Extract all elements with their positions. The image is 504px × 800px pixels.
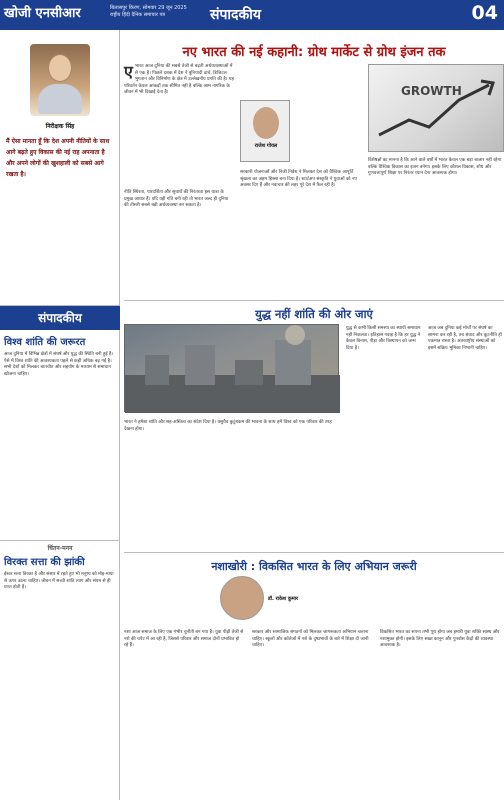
growth-image-label: GROWTH xyxy=(401,84,462,98)
author-quote: मैं ऐसा मानता हूँ कि देश अपनी नीतियों के साथ आगे बढ़ते हुए विकास की नई राह अपनाता है और अपने लोगों की खुशहाली को सबसे आगे रखता है। xyxy=(6,138,110,178)
lead-article-col2: सरकारी योजनाओं और निजी निवेश ने मिलकर देश को वैश्विक आपूर्ति श्रृंखला का अहम हिस्सा बना दिया है। स्टार्टअप संस्कृति ने युवाओं को नए अवसर दिए हैं और नवाचार की लहर पूरे देश में फैल रही है। xyxy=(240,170,358,188)
lead-article-col3: विशेषज्ञों का मानना है कि आने वाले वर्षों में भारत केवल एक बड़ा बाजार नहीं रहेगा बल्कि वैश्विक विकास का इंजन बनेगा। इसके लिए कौशल विकास, शोध और गुणवत्तापूर्ण शिक्षा पर निरंतर ध्यान देना आवश्यक होगा। xyxy=(368,158,502,176)
lead-author-box xyxy=(240,100,290,162)
city-skyline-icon xyxy=(125,325,340,413)
left-column xyxy=(0,30,120,800)
page-number: 04 xyxy=(471,2,498,24)
editorial-band: संपादकीय xyxy=(0,306,120,330)
lead-author-photo xyxy=(253,107,279,139)
lead-author-caption: राजेश गोयल xyxy=(254,143,278,149)
growth-image xyxy=(368,64,504,152)
war-image xyxy=(124,324,339,412)
editorial-article-1-body: आज दुनिया में विभिन्न क्षेत्रों में संघर्ष और युद्ध की स्थिति बनी हुई है। ऐसे में विश्व शांति की आवश्यकता पहले से कहीं अधिक बढ़ गई है। सभी देशों को मिलकर बातचीत और सहयोग के माध्यम से समाधान खोजना चाहिए। xyxy=(4,352,114,377)
nasha-author-photo xyxy=(220,576,264,620)
editorial-article-1 xyxy=(4,336,116,378)
nasha-author-caption: डॉ. राकेश कुमार xyxy=(268,596,299,602)
section-title: संपादकीय xyxy=(210,7,261,23)
lead-article-col4: नीति स्थिरता, पारदर्शिता और सुधारों की निरंतरता इस यात्रा के प्रमुख आधार हैं। यदि यही गति बनी रही तो भारत जल्द ही दुनिया की तीसरी सबसे बड़ी अर्थव्यवस्था बन सकता है। xyxy=(124,190,229,208)
war-headline: युद्ध नहीं शांति की ओर जाएं xyxy=(124,300,504,322)
page-header xyxy=(0,0,504,30)
war-article-col3: भारत ने हमेशा शांति और सह-अस्तित्व का संदेश दिया है। वसुधैव कुटुंबकम की भावना के साथ हमें विश्व को एक परिवार की तरह देखना होगा। xyxy=(124,420,332,432)
lead-article-col1-text: भारत आज दुनिया की सबसे तेजी से बढ़ती अर्थव्यवस्थाओं में से एक है। पिछले दशक में देश ने बुनियादी ढांचे, डिजिटल भुगतान और विनिर्माण के क्षेत्र में उल्लेखनीय प्रगति की है। यह परिवर्तन केवल आंकड़ों तक सीमित नहीं है बल्कि आम नागरिक के जीवन में भी दिखाई देता है। xyxy=(124,64,234,95)
author-photo-head xyxy=(48,54,72,82)
editorial-article-1-title: विश्व शांति की जरूरत xyxy=(4,337,86,348)
lead-headline: नए भारत की नई कहानी: ग्रोथ मार्केट से ग्रोथ इंजन तक xyxy=(182,45,446,60)
issue-meta xyxy=(110,5,187,19)
main-content xyxy=(124,30,504,800)
dropcap: ए xyxy=(124,62,133,81)
masthead: खोजी एनसीआर xyxy=(4,6,81,21)
issue-meta-line2: राष्ट्रीय हिंदी दैनिक समाचार पत्र xyxy=(110,12,166,18)
nasha-article-col2: सरकार और सामाजिक संगठनों को मिलकर जागरूकता अभियान चलाना चाहिए। स्कूलों और कॉलेजों में नशे के दुष्प्रभावों के बारे में शिक्षा दी जानी चाहिए। xyxy=(252,630,369,648)
war-article-col2: आज जब दुनिया कई मोर्चों पर संघर्ष का सामना कर रही है, तब संवाद और कूटनीति ही एकमात्र रास्ता है। अंतरराष्ट्रीय संस्थाओं को इसमें सक्रिय भूमिका निभानी चाहिए। xyxy=(428,326,502,351)
editorial-article-2-body: ईश्वर सत्ता विरक्त है और संसार में रहते हुए भी मनुष्य को मोह-माया से ऊपर उठना चाहिए। जीवन में सच्ची शांति त्याग और संयम से ही प्राप्त होती है। xyxy=(4,572,114,590)
growth-arrow-icon xyxy=(369,65,504,153)
author-name: निरीक्षक सिंह xyxy=(45,123,75,130)
nasha-article-col1: नशा आज समाज के लिए एक गंभीर चुनौती बन गया है। युवा पीढ़ी तेजी से नशे की चपेट में आ रही है, जिससे परिवार और समाज दोनों प्रभावित हो रहे हैं। xyxy=(124,630,244,648)
author-photo xyxy=(30,44,90,116)
war-article-col1: युद्ध से कभी किसी समस्या का स्थायी समाधान नहीं निकलता। इतिहास गवाह है कि हर युद्ध ने केवल विनाश, पीड़ा और विस्थापन को जन्म दिया है। xyxy=(346,326,421,351)
author-quote-box xyxy=(0,30,120,306)
lead-article-col1 xyxy=(124,64,234,97)
author-photo-body xyxy=(38,84,82,114)
editorial-article-2-title: विरक्त सत्ता की झांकी xyxy=(4,557,85,568)
nasha-article-col3: विकसित भारत का सपना तभी पूरा होगा जब हमारी युवा शक्ति स्वस्थ और नशामुक्त होगी। इसके लिए सख्त कानून और पुनर्वास केंद्रों की व्यवस्था आवश्यक है। xyxy=(380,630,500,648)
editorial-article-2 xyxy=(4,556,116,592)
chintan-label: चिंतन-मनन xyxy=(0,540,120,552)
nasha-headline: नशाखोरी : विकसित भारत के लिए अभियान जरूरी xyxy=(124,552,504,574)
issue-meta-line1: बिलासपुर किरण, सोमवार 29 जून 2025 xyxy=(110,5,187,11)
